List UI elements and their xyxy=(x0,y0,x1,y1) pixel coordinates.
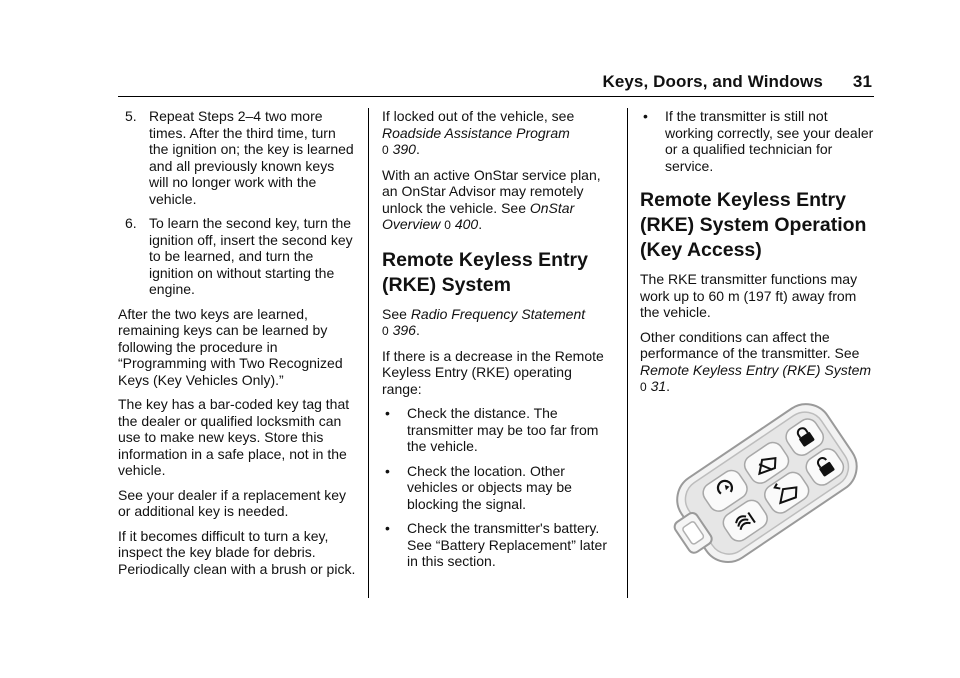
page-arrow-icon: 0 xyxy=(382,143,389,157)
column-divider-2 xyxy=(627,108,628,598)
paragraph: If there is a decrease in the Remote Keyless Entry (RKE) operating range: xyxy=(382,347,604,397)
header-rule xyxy=(118,96,874,97)
header-title: Keys, Doors, and Windows xyxy=(602,72,823,91)
text: See xyxy=(382,305,411,322)
bullet-text: If the transmitter is still not working correctly, see your dealer or a qualified technician for service. xyxy=(665,108,874,174)
bullet-mark: • xyxy=(385,520,390,536)
paragraph: With an active OnStar service plan, an OnStar Advisor may remotely unlock the vehicle. See OnStar Overview 0 400. xyxy=(382,166,601,232)
column-2 xyxy=(382,108,614,578)
column-divider-1 xyxy=(368,108,369,598)
bullet-mark: • xyxy=(385,462,390,479)
bullet-item xyxy=(382,520,614,570)
xref-page[interactable]: 31 xyxy=(650,378,667,394)
column-3 xyxy=(640,108,876,404)
page-arrow-icon: 0 xyxy=(640,380,647,394)
xref-page[interactable]: 396 xyxy=(392,322,416,338)
key-fob-illustration xyxy=(660,400,870,565)
paragraph: See Radio Frequency Statement 0 396. xyxy=(382,305,586,338)
running-header xyxy=(602,72,872,92)
step-number: 6. xyxy=(125,215,137,231)
text: If locked out of the vehicle, see xyxy=(382,108,575,124)
step-6 xyxy=(118,215,356,298)
bullet-item xyxy=(640,108,876,174)
paragraph: The RKE transmitter functions may work up to 60 m (197 ft) away from the vehicle. xyxy=(640,271,858,320)
paragraph: Other conditions can affect the performance of the transmitter. See Remote Keyless Entry (RKE) System 0 31. xyxy=(640,328,872,394)
bullet-mark: • xyxy=(643,108,648,124)
page-arrow-icon: 0 xyxy=(444,218,451,232)
paragraph: See your dealer if a replacement key or additional key is needed. xyxy=(118,486,347,519)
bullet-item xyxy=(382,463,614,513)
bullet-text: Check the location. Other vehicles or objects may be blocking the signal. xyxy=(407,462,572,512)
paragraph: The key has a bar-coded key tag that the dealer or qualified locksmith can use to make new keys. Store this information in a safe place, not in the vehicle. xyxy=(118,396,350,478)
text: Other conditions can affect the performance of the transmitter. See xyxy=(640,328,860,361)
step-5 xyxy=(118,108,356,207)
page-number: 31 xyxy=(852,72,872,91)
section-heading: Remote Keyless Entry (RKE) System xyxy=(382,248,588,296)
text: With an active OnStar service plan, an OnStar Advisor may remotely unlock the vehicle. See xyxy=(382,166,601,216)
xref-radio-frequency[interactable]: Radio Frequency Statement xyxy=(410,305,586,322)
bullet-text: Check the distance. The transmitter may be too far from the vehicle. xyxy=(407,405,599,454)
xref-page[interactable]: 400 xyxy=(454,216,479,232)
bullet-text: Check the transmitter's battery. See “Battery Replacement” later in this section. xyxy=(407,520,607,569)
paragraph: If it becomes difficult to turn a key, inspect the key blade for debris. Periodically clean with a brush or pick. xyxy=(118,527,356,577)
xref-rke-system[interactable]: Remote Keyless Entry (RKE) System xyxy=(640,361,872,378)
xref-onstar-overview[interactable]: OnStar Overview xyxy=(382,199,575,232)
xref-roadside-assistance[interactable]: Roadside Assistance Program xyxy=(382,124,570,141)
step-text: Repeat Steps 2–4 two more times. After the third time, turn the ignition on; the key is learned and all previously known keys will no longer work with the vehicle. xyxy=(149,108,354,207)
paragraph: After the two keys are learned, remaining keys can be learned by following the procedure in “Programming with Two Recognized Keys (Key Vehicles Only).” xyxy=(118,305,343,388)
step-number: 5. xyxy=(125,108,137,124)
paragraph: If locked out of the vehicle, see Roadside Assistance Program 0 390. xyxy=(382,108,575,157)
bullet-mark: • xyxy=(385,405,390,421)
bullet-item xyxy=(382,405,614,455)
page-arrow-icon: 0 xyxy=(382,324,389,338)
column-1 xyxy=(118,108,356,585)
section-heading: Remote Keyless Entry (RKE) System Operation (Key Access) xyxy=(640,189,867,261)
step-text: To learn the second key, turn the ignition off, insert the second key to be learned, and turn the ignition on without starting the engine. xyxy=(149,215,353,297)
xref-page[interactable]: 390 xyxy=(392,141,416,157)
